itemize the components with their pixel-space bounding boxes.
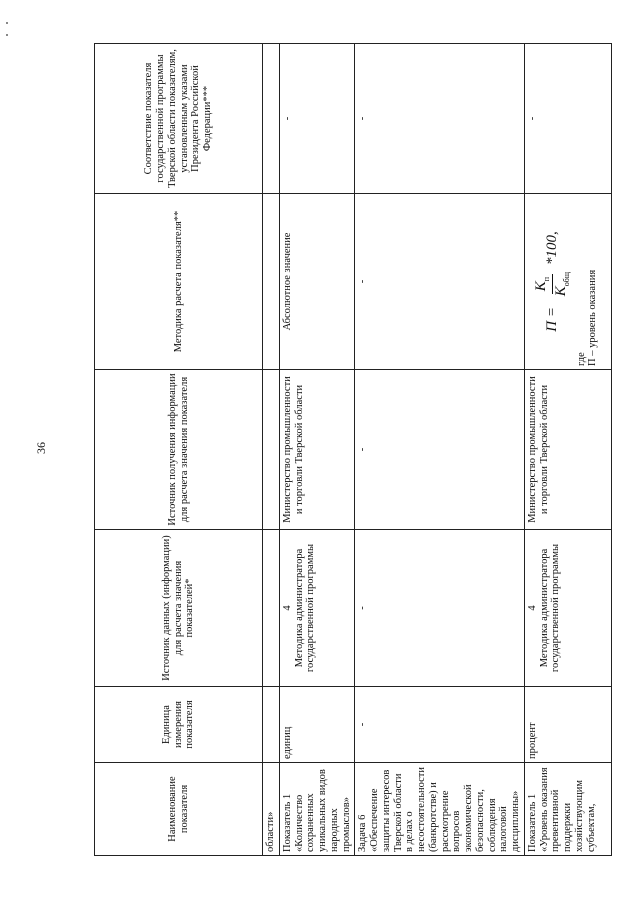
- cell-compliance: -: [279, 44, 355, 194]
- formula-tail: *100,: [543, 231, 560, 266]
- scan-mark: [6, 22, 8, 24]
- cell-unit: -: [355, 687, 525, 763]
- cell-info-source: Министерство промышленности и торговли Тверской области: [279, 370, 355, 530]
- header-data-source: Источник данных (информации) для расчета значения показателей*: [95, 530, 263, 687]
- cell-compliance: -: [524, 44, 611, 194]
- data-source-text: Методика администратора государственной программы: [293, 543, 317, 673]
- data-source-text: Методика администратора государственной программы: [538, 543, 562, 673]
- header-name: Наименование показателя: [95, 763, 263, 856]
- formula-denominator: [553, 269, 572, 299]
- formula-numerator: [533, 274, 553, 294]
- cell-compliance: -: [355, 44, 525, 194]
- cell-name: Задача 6 «Обеспечение защиты интересов Тверской области в делах о несостоятельности (банкротстве) и рассмотрение вопросов экономической безопасности, соблюдения налоговой дисциплины»: [355, 763, 525, 856]
- table-row: [524, 44, 611, 856]
- header-method: Методика расчета показателя**: [95, 194, 263, 370]
- cell-info-source: Министерство промышленности и торговли Тверской области: [524, 370, 611, 530]
- formula-where: где: [575, 352, 587, 366]
- cell-data-source: -: [355, 530, 525, 687]
- cell-unit: [263, 687, 280, 763]
- cell-data-source: [279, 530, 355, 687]
- cell-unit: процент: [524, 687, 611, 763]
- header-info-source: Источник получения информации для расчета значения показателя: [95, 370, 263, 530]
- formula-lhs: П: [543, 320, 560, 332]
- formula-fraction: [533, 269, 572, 299]
- formula-equals: =: [543, 303, 560, 321]
- method-formula: [533, 197, 572, 366]
- cell-data-source: [263, 530, 280, 687]
- header-unit: Единица измерения показателя: [95, 687, 263, 763]
- cell-method: Абсолютное значение: [279, 194, 355, 370]
- header-compliance: Соответствие показателя государственной программы Тверской области показателям, установленным указами Президента Российской Федерации***: [95, 44, 263, 194]
- cell-method: [524, 194, 611, 370]
- page-number: 36: [34, 442, 48, 454]
- cell-name: области»: [263, 763, 280, 856]
- formula-note: П – уровень оказания: [587, 269, 599, 366]
- data-source-code: 4: [281, 605, 293, 611]
- denominator-symbol: K: [552, 286, 569, 297]
- table-row: [263, 44, 280, 856]
- cell-info-source: [263, 370, 280, 530]
- cell-name: Показатель 1 «Количество сохраненных уникальных видов народных промыслов»: [279, 763, 355, 856]
- numerator-sub: п: [541, 277, 551, 282]
- cell-method: -: [355, 194, 525, 370]
- table-row: [279, 44, 355, 856]
- data-source-code: 4: [526, 605, 538, 611]
- table-row: [355, 44, 525, 856]
- cell-method: [263, 194, 280, 370]
- rotated-table-page: [94, 44, 604, 856]
- cell-unit: единиц: [279, 687, 355, 763]
- denominator-sub: общ: [561, 272, 571, 287]
- numerator-symbol: K: [532, 281, 549, 292]
- cell-name: Показатель 1 «Уровень оказания превентивной поддержки хозяйствующим субъектам,: [524, 763, 611, 856]
- scan-mark: [6, 34, 8, 36]
- cell-compliance: [263, 44, 280, 194]
- header-row: [95, 44, 263, 856]
- cell-info-source: -: [355, 370, 525, 530]
- cell-data-source: [524, 530, 611, 687]
- indicators-table: [94, 43, 612, 856]
